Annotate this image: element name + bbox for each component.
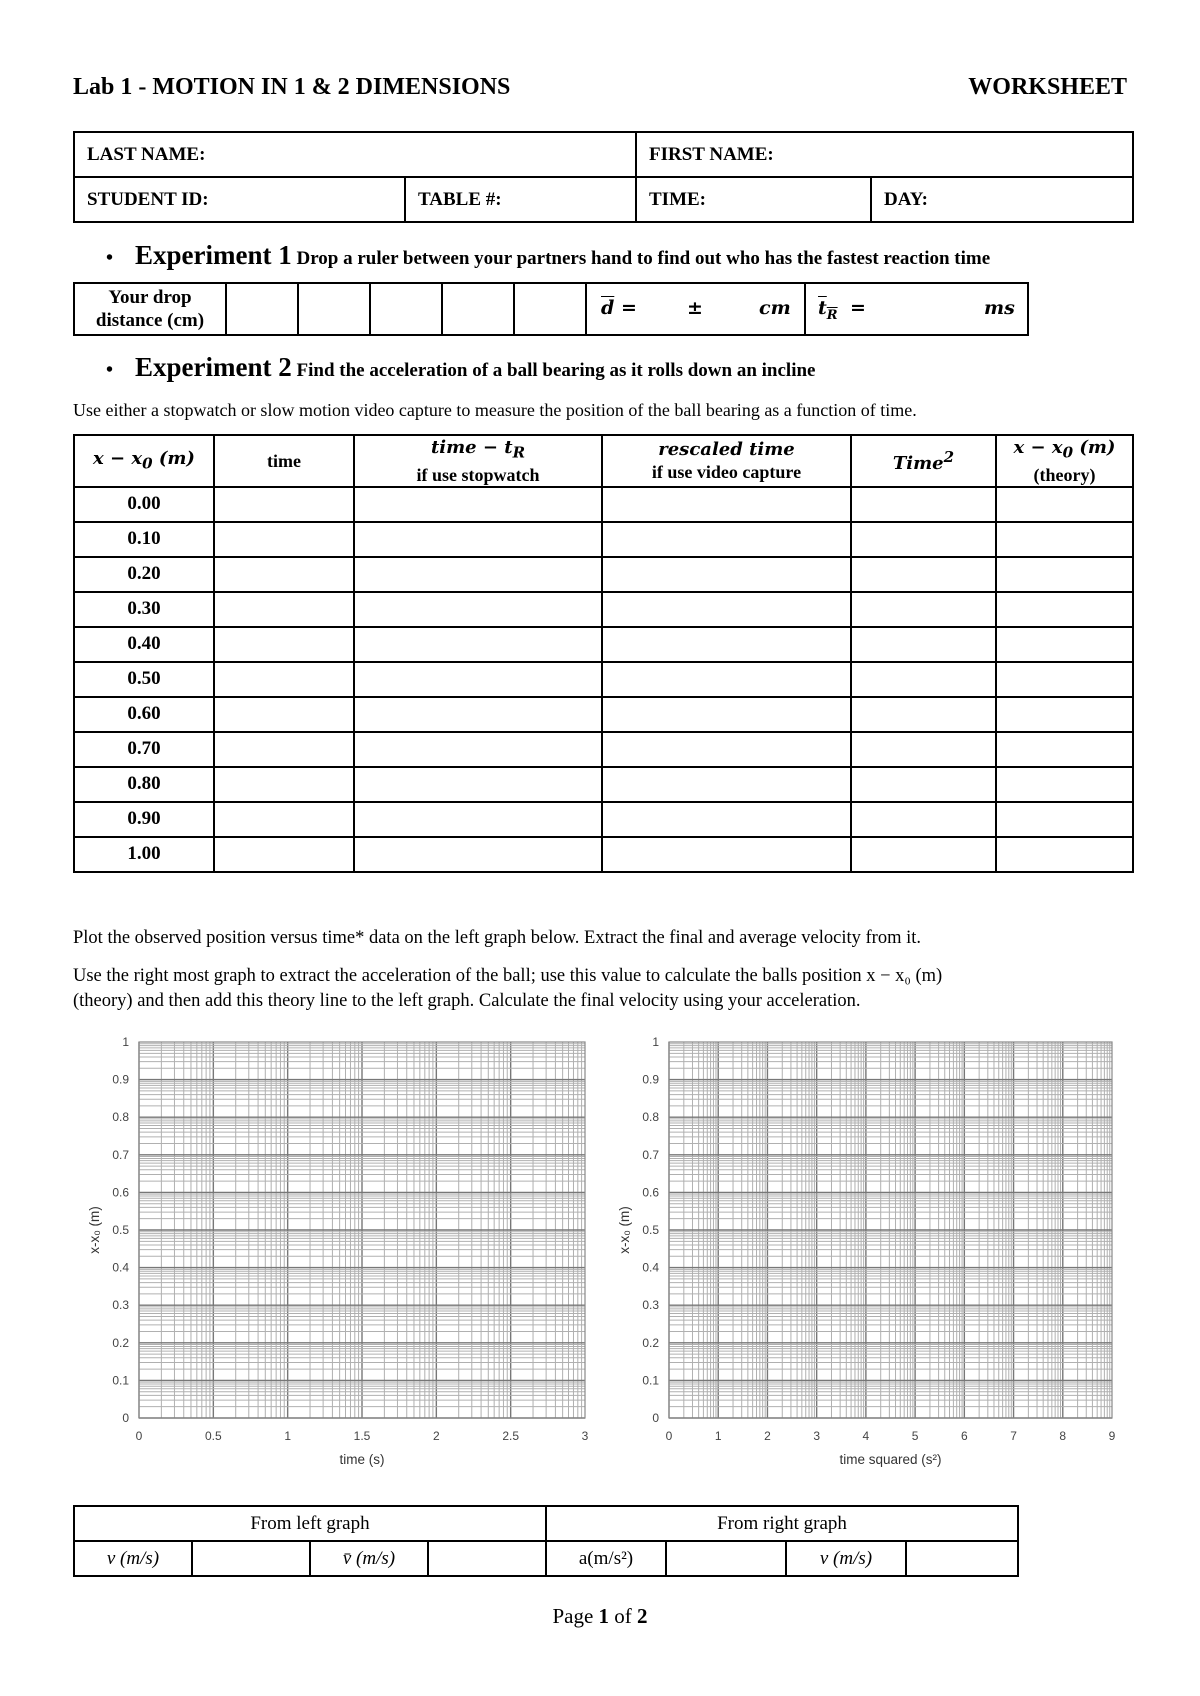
data-cell[interactable] <box>354 487 602 522</box>
bullet: • <box>106 359 114 381</box>
cm-unit: cm <box>759 297 791 319</box>
table-row <box>74 662 1133 697</box>
y-tick-label: 0.5 <box>642 1223 659 1237</box>
y-tick-label: 0.9 <box>112 1072 129 1087</box>
plot-instruction-2: Use the right most graph to extract the acceleration of the ball; use this value to calculate the balls position x − x₀ (m) <box>73 966 943 986</box>
y-tick-label: 0.4 <box>112 1260 129 1275</box>
x-tick-label: 4 <box>862 1429 870 1443</box>
data-cell[interactable] <box>996 557 1133 592</box>
left-graph-header: From left graph <box>74 1506 546 1541</box>
results-table <box>73 1505 1019 1577</box>
y-tick-label: 1 <box>652 1035 659 1049</box>
data-cell[interactable] <box>354 697 602 732</box>
data-cell[interactable] <box>851 697 996 732</box>
x-tick-label: 7 <box>1010 1429 1017 1443</box>
drop-cell-2[interactable] <box>298 283 370 335</box>
data-cell[interactable] <box>214 487 354 522</box>
graphs-area <box>0 1020 1200 1480</box>
drop-cell-3[interactable] <box>370 283 442 335</box>
average-velocity-label: v̄ (m/s) <box>310 1541 428 1576</box>
position-value: 0.40 <box>74 627 214 662</box>
table-row <box>74 592 1133 627</box>
data-cell[interactable] <box>996 697 1133 732</box>
col-time-squared: Time$^2$ <box>851 435 996 487</box>
data-cell[interactable] <box>851 627 996 662</box>
data-cell[interactable] <box>996 837 1133 872</box>
data-cell[interactable] <box>354 802 602 837</box>
y-tick-label: 0.7 <box>642 1147 659 1162</box>
t-bar-symbol: $t_R$ <box>818 297 838 323</box>
position-time-table <box>73 434 1134 873</box>
table-row <box>74 732 1133 767</box>
experiment1-heading <box>106 240 990 271</box>
y-tick-label: 0.4 <box>642 1260 659 1275</box>
experiment2-title: Experiment 2 <box>135 352 292 382</box>
t-equals: = <box>850 297 866 319</box>
mean-reaction-time-cell[interactable] <box>805 283 1028 335</box>
position-value: 0.60 <box>74 697 214 732</box>
col-time-minus-tr: time − $t_R$ if use stopwatch <box>354 435 602 487</box>
data-cell[interactable] <box>602 662 851 697</box>
x-tick-label: 3 <box>581 1429 589 1443</box>
y-tick-label: 1 <box>122 1035 129 1049</box>
data-cell[interactable] <box>602 592 851 627</box>
data-cell[interactable] <box>996 627 1133 662</box>
y-tick-label: 0.2 <box>642 1335 659 1350</box>
y-tick-label: 0.7 <box>112 1147 129 1162</box>
position-vs-time-squared-chart[interactable] <box>617 1035 1116 1467</box>
table-row <box>74 697 1133 732</box>
position-value: 0.10 <box>74 522 214 557</box>
data-cell[interactable] <box>996 522 1133 557</box>
final-velocity-label: v (m/s) <box>74 1541 192 1576</box>
y-tick-label: 0.5 <box>112 1223 129 1237</box>
data-cell[interactable] <box>214 767 354 802</box>
y-tick-label: 0.6 <box>642 1185 659 1200</box>
mean-distance-cell[interactable] <box>586 283 805 335</box>
table-row <box>74 627 1133 662</box>
table-number-field[interactable]: TABLE #: <box>405 177 636 222</box>
data-cell[interactable] <box>851 592 996 627</box>
d-bar-symbol: $\overline{d}$ <box>601 297 615 319</box>
page-title: Lab 1 - MOTION IN 1 & 2 DIMENSIONS <box>73 74 511 100</box>
data-cell[interactable] <box>602 522 851 557</box>
x-tick-label: 0.5 <box>204 1429 222 1443</box>
x-tick-label: 1.5 <box>353 1429 371 1443</box>
data-cell[interactable] <box>214 627 354 662</box>
table-row <box>74 557 1133 592</box>
y-tick-label: 0 <box>122 1411 129 1425</box>
x-tick-label: 0 <box>135 1429 143 1443</box>
x-axis-label: time squared (s²) <box>839 1452 942 1467</box>
ms-unit: ms <box>984 297 1015 319</box>
x-tick-label: 2 <box>432 1429 440 1443</box>
drop-distance-table <box>73 282 1029 336</box>
data-cell[interactable] <box>602 837 851 872</box>
x-tick-label: 2 <box>764 1429 771 1443</box>
data-cell[interactable] <box>602 627 851 662</box>
student-id-field[interactable]: STUDENT ID: <box>74 177 405 222</box>
data-cell[interactable] <box>214 802 354 837</box>
y-tick-label: 0.1 <box>642 1373 659 1388</box>
data-cell[interactable] <box>354 767 602 802</box>
data-cell[interactable] <box>602 802 851 837</box>
y-tick-label: 0.8 <box>642 1110 659 1125</box>
page-number: Page 1 of 2 <box>552 1604 648 1628</box>
data-cell[interactable] <box>214 557 354 592</box>
drop-label-line2: distance (cm) <box>95 310 205 331</box>
data-cell[interactable] <box>354 662 602 697</box>
y-tick-label: 0.9 <box>642 1072 659 1087</box>
data-cell[interactable] <box>214 732 354 767</box>
col-rescaled-time: rescaled time if use video capture <box>602 435 851 487</box>
experiment1-title: Experiment 1 <box>135 240 292 270</box>
x-tick-label: 9 <box>1108 1429 1116 1443</box>
y-axis-label: x-x₀ (m) <box>87 1206 102 1254</box>
x-tick-label: 8 <box>1059 1429 1067 1443</box>
x-tick-label: 6 <box>960 1429 968 1443</box>
x-tick-label: 5 <box>911 1429 919 1443</box>
table-row <box>74 802 1133 837</box>
drop-cell-5[interactable] <box>514 283 586 335</box>
position-value: 0.30 <box>74 592 214 627</box>
experiment2-description: Find the acceleration of a ball bearing as it rolls down an incline <box>296 360 816 381</box>
data-cell[interactable] <box>851 767 996 802</box>
plot-instruction-1: Plot the observed position versus time* data on the left graph below. Extract the final and average velocity from it. <box>73 928 922 948</box>
data-cell[interactable] <box>214 837 354 872</box>
data-cell[interactable] <box>214 522 354 557</box>
data-cell[interactable] <box>214 592 354 627</box>
data-cell[interactable] <box>996 487 1133 522</box>
drop-label-line1: Your drop <box>108 287 192 308</box>
data-cell[interactable] <box>354 557 602 592</box>
col-position: $x - x_0$ (m) <box>74 435 214 487</box>
drop-distance-label <box>74 283 226 335</box>
y-tick-label: 0 <box>652 1411 659 1425</box>
drop-cell-4[interactable] <box>442 283 514 335</box>
calc-velocity-input[interactable] <box>906 1541 1018 1576</box>
bullet: • <box>106 247 114 269</box>
data-cell[interactable] <box>602 557 851 592</box>
data-cell[interactable] <box>354 522 602 557</box>
y-tick-label: 0.2 <box>112 1335 129 1350</box>
worksheet-label: WORKSHEET <box>968 74 1127 100</box>
data-cell[interactable] <box>851 662 996 697</box>
data-cell[interactable] <box>214 662 354 697</box>
table-row <box>74 487 1133 522</box>
y-tick-label: 0.3 <box>112 1298 129 1313</box>
experiment2-heading <box>106 352 816 383</box>
position-value: 0.80 <box>74 767 214 802</box>
data-cell[interactable] <box>602 767 851 802</box>
data-cell[interactable] <box>851 732 996 767</box>
y-tick-label: 0.8 <box>112 1110 129 1125</box>
x-tick-label: 1 <box>284 1429 292 1443</box>
acceleration-input[interactable] <box>666 1541 786 1576</box>
data-cell[interactable] <box>354 627 602 662</box>
position-value: 0.20 <box>74 557 214 592</box>
data-cell[interactable] <box>996 662 1133 697</box>
d-equals: = <box>621 297 637 319</box>
x-axis-label: time (s) <box>339 1452 385 1467</box>
data-cell[interactable] <box>214 697 354 732</box>
experiment2-instruction: Use either a stopwatch or slow motion video capture to measure the position of the ball bearing as a function of time. <box>73 400 917 420</box>
col-time: time <box>214 435 354 487</box>
position-value: 0.00 <box>74 487 214 522</box>
y-axis-label: x-x₀ (m) <box>617 1206 632 1254</box>
y-tick-label: 0.6 <box>112 1185 129 1200</box>
data-cell[interactable] <box>354 837 602 872</box>
data-cell[interactable] <box>602 697 851 732</box>
drop-cell-1[interactable] <box>226 283 298 335</box>
data-cell[interactable] <box>851 557 996 592</box>
experiment1-description: Drop a ruler between your partners hand to find out who has the fastest reaction time <box>296 248 991 269</box>
x-tick-label: 3 <box>813 1429 821 1443</box>
position-value: 0.50 <box>74 662 214 697</box>
table-row <box>74 522 1133 557</box>
data-cell[interactable] <box>996 732 1133 767</box>
x-tick-label: 2.5 <box>502 1429 520 1443</box>
table-row <box>74 767 1133 802</box>
data-cell[interactable] <box>851 487 996 522</box>
data-cell[interactable] <box>996 592 1133 627</box>
acceleration-label: a(m/s²) <box>546 1541 666 1576</box>
x-tick-label: 0 <box>665 1429 673 1443</box>
student-info-table <box>73 131 1134 223</box>
position-value: 0.70 <box>74 732 214 767</box>
x-tick-label: 1 <box>714 1429 722 1443</box>
last-name-field[interactable]: LAST NAME: <box>74 132 636 177</box>
day-field[interactable]: DAY: <box>871 177 1133 222</box>
right-graph-header: From right graph <box>546 1506 1018 1541</box>
y-tick-label: 0.3 <box>642 1298 659 1313</box>
data-cell[interactable] <box>996 767 1133 802</box>
position-value: 0.90 <box>74 802 214 837</box>
data-cell[interactable] <box>996 802 1133 837</box>
data-cell[interactable] <box>851 837 996 872</box>
plus-minus: ± <box>687 297 703 319</box>
position-value: 1.00 <box>74 837 214 872</box>
plot-instruction-3: (theory) and then add this theory line to the left graph. Calculate the final velocity using your acceleration. <box>73 991 861 1011</box>
time-field[interactable]: TIME: <box>636 177 871 222</box>
data-cell[interactable] <box>354 732 602 767</box>
col-theory: $x - x_0$ (m) (theory) <box>996 435 1133 487</box>
data-cell[interactable] <box>851 802 996 837</box>
final-velocity-input[interactable] <box>192 1541 310 1576</box>
data-cell[interactable] <box>354 592 602 627</box>
table-row <box>74 837 1133 872</box>
data-cell[interactable] <box>851 522 996 557</box>
average-velocity-input[interactable] <box>428 1541 546 1576</box>
y-tick-label: 0.1 <box>112 1373 129 1388</box>
data-cell[interactable] <box>602 732 851 767</box>
position-vs-time-chart[interactable] <box>87 1035 589 1467</box>
calc-velocity-label: v (m/s) <box>786 1541 906 1576</box>
data-cell[interactable] <box>602 487 851 522</box>
first-name-field[interactable]: FIRST NAME: <box>636 132 1133 177</box>
